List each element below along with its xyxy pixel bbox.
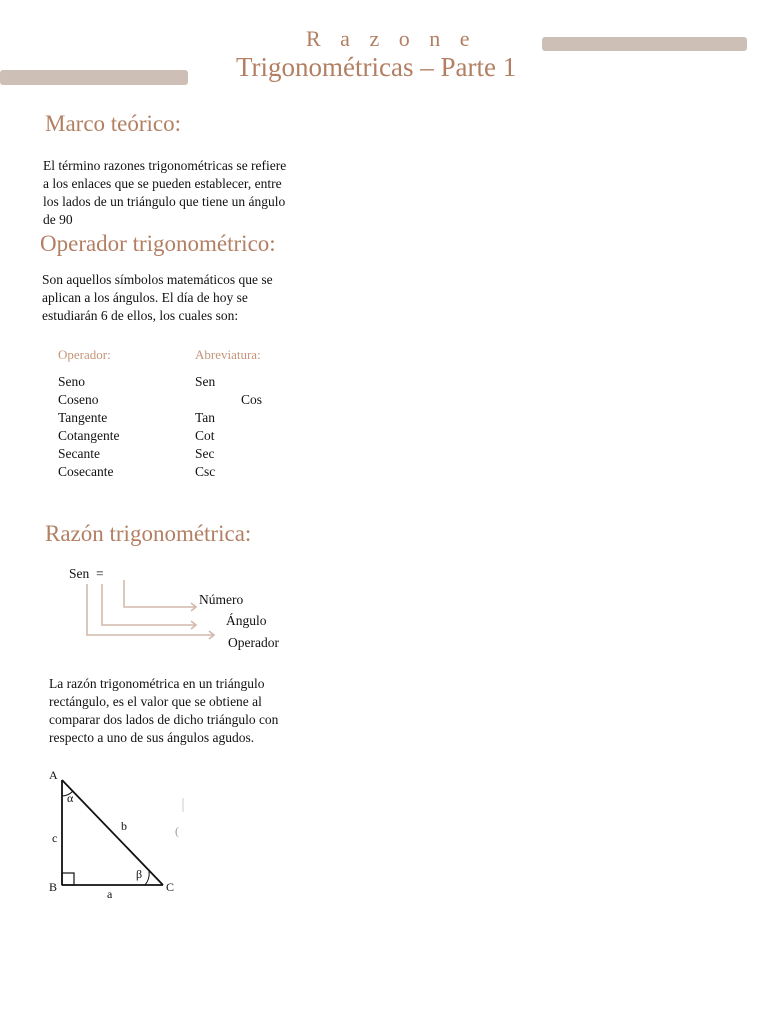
decorative-bar-left: [0, 70, 188, 85]
side-label-c: c: [52, 831, 58, 845]
table-header-abreviatura: Abreviatura:: [195, 347, 261, 362]
right-triangle-figure: [45, 770, 185, 910]
razon-paragraph: [49, 675, 349, 747]
razon-line: La razón trigonométrica en un triángulo: [49, 676, 265, 691]
vertex-label-b: B: [49, 880, 58, 894]
table-cell-operator: Tangente: [58, 410, 108, 425]
table-header-operador: Operador:: [58, 347, 111, 362]
operador-heading: Operador trigonométrico:: [40, 231, 276, 256]
page-title: Trigonométricas – Parte 1: [236, 52, 517, 82]
table-cell-abbrev: Cot: [195, 428, 215, 443]
razon-line: rectángulo, es el valor que se obtiene al: [49, 694, 262, 709]
razon-line: comparar dos lados de dicho triángulo con: [49, 712, 279, 727]
marco-line: a los enlaces que se pueden establecer, entre: [43, 176, 282, 191]
angle-label-alpha: α: [67, 791, 74, 805]
vertex-label-c: C: [166, 880, 175, 894]
decorative-bar-right: [542, 37, 747, 51]
diagram-label-angulo: Ángulo: [226, 613, 267, 628]
table-cell-operator: Coseno: [58, 392, 99, 407]
operador-line: estudiarán 6 de ellos, los cuales son:: [42, 308, 239, 323]
stray-parenthesis: (: [175, 824, 179, 838]
diagram-label-operador: Operador: [228, 635, 279, 650]
razon-heading: Razón trigonométrica:: [45, 521, 252, 546]
marco-heading: Marco teórico:: [45, 111, 182, 136]
table-cell-operator: Cosecante: [58, 464, 114, 479]
table-cell-operator: Cotangente: [58, 428, 120, 443]
marco-line: El término razones trigonométricas se refiere: [43, 158, 287, 173]
vertex-label-a: A: [49, 768, 58, 782]
marco-line: de 90: [43, 212, 73, 227]
table-cell-operator: Seno: [58, 374, 85, 389]
operador-line: Son aquellos símbolos matemáticos que se: [42, 272, 273, 287]
arrow-diagram: [84, 580, 214, 640]
marco-line: los lados de un triángulo que tiene un ángulo: [43, 194, 286, 209]
operador-line: aplican a los ángulos. El día de hoy se: [42, 290, 248, 305]
title-top: R a z o n e: [306, 26, 477, 51]
side-label-b: b: [121, 819, 127, 833]
table-cell-abbrev: Sen: [195, 374, 216, 389]
table-cell-operator: Secante: [58, 446, 100, 461]
angle-label-beta: β: [136, 867, 143, 881]
table-cell-abbrev: Sec: [195, 446, 215, 461]
side-label-a: a: [107, 887, 113, 901]
diagram-expression: Sen =: [69, 566, 104, 581]
diagram-label-numero: Número: [199, 592, 244, 607]
table-cell-abbrev: Csc: [195, 464, 216, 479]
table-cell-abbrev: Cos: [241, 392, 263, 407]
table-cell-abbrev: Tan: [195, 410, 216, 425]
razon-line: respecto a uno de sus ángulos agudos.: [49, 730, 255, 745]
marco-paragraph: [43, 157, 343, 229]
operador-paragraph: [42, 271, 342, 325]
